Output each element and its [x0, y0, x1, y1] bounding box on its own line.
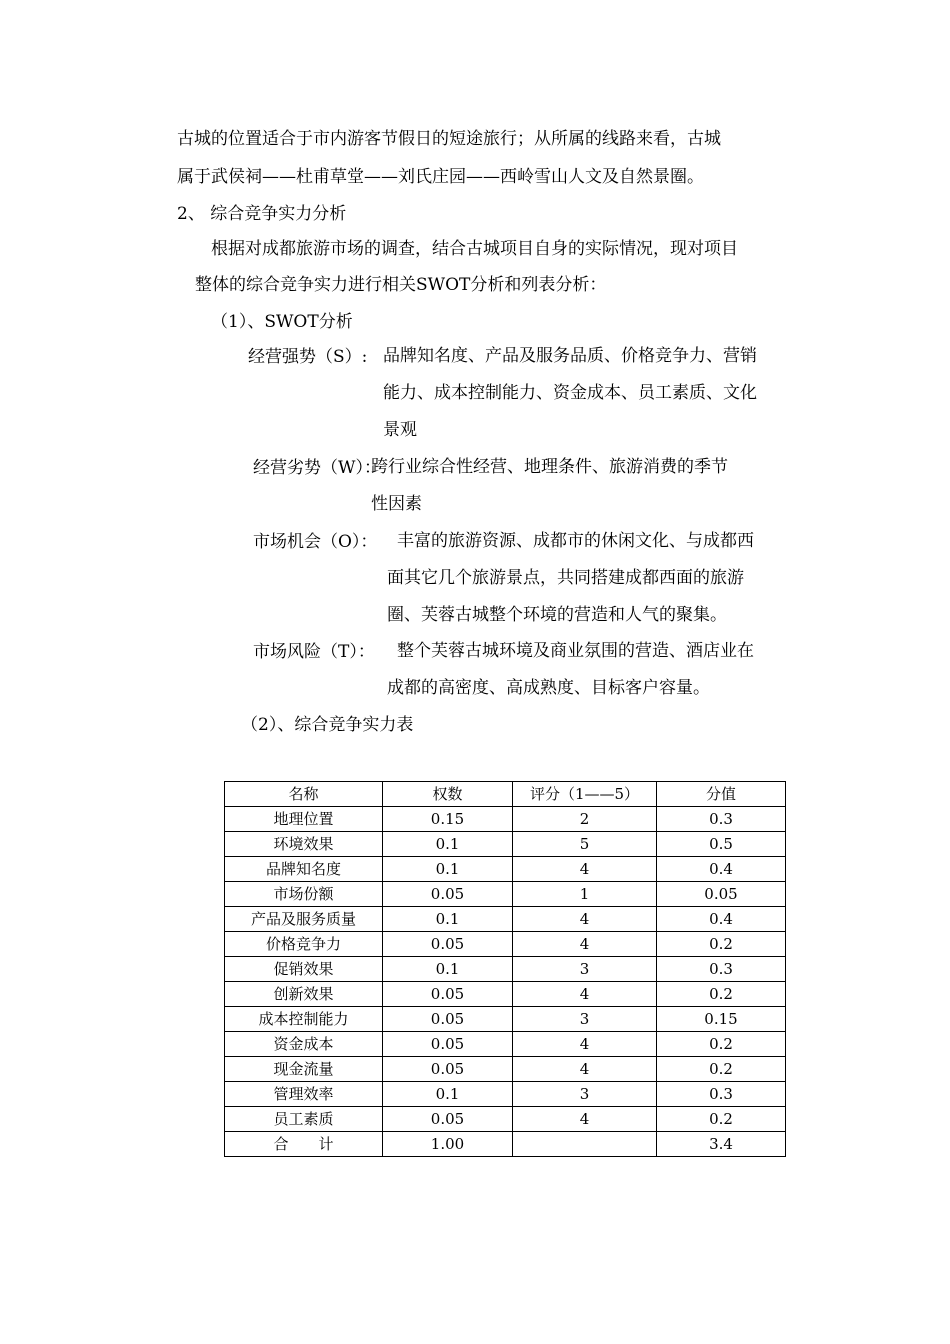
table-cell: 5 — [513, 832, 657, 857]
swot-label-weakness: 经营劣势（W）： — [253, 458, 381, 478]
table-header-cell: 分值 — [657, 782, 786, 807]
table-cell: 0.2 — [657, 1032, 786, 1057]
table-row — [225, 1007, 786, 1032]
paragraph-line: 属于武侯祠——杜甫草堂——刘氏庄园——西岭雪山人文及自然景圈。 — [177, 167, 704, 187]
table-cell: 0.05 — [383, 1057, 513, 1082]
table-cell: 0.05 — [383, 882, 513, 907]
table-cell: 创新效果 — [225, 982, 383, 1007]
table-row — [225, 1107, 786, 1132]
swot-line: 景观 — [383, 420, 417, 440]
table-cell: 0.05 — [383, 1032, 513, 1057]
table-cell: 成本控制能力 — [225, 1007, 383, 1032]
table-cell: 4 — [513, 1107, 657, 1132]
table-header-row — [225, 782, 786, 807]
swot-line: 整个芙蓉古城环境及商业氛围的营造、酒店业在 — [397, 641, 754, 661]
swot-body-weakness — [371, 449, 728, 523]
swot-label-threat: 市场风险（T）： — [253, 642, 375, 662]
table-cell: 0.5 — [657, 832, 786, 857]
table-row — [225, 832, 786, 857]
swot-body-threat — [387, 633, 754, 707]
table-cell: 1.00 — [383, 1132, 513, 1157]
table-cell — [513, 1132, 657, 1157]
table-cell: 3 — [513, 1007, 657, 1032]
table-cell: 0.1 — [383, 957, 513, 982]
table-cell: 3 — [513, 957, 657, 982]
table-row — [225, 807, 786, 832]
table-row — [225, 882, 786, 907]
swot-line: 圈、芙蓉古城整个环境的营造和人气的聚集。 — [387, 605, 727, 625]
swot-line: 成都的高密度、高成熟度、目标客户容量。 — [387, 678, 710, 698]
table-cell: 0.05 — [383, 982, 513, 1007]
table-cell: 0.2 — [657, 1107, 786, 1132]
table-cell: 0.05 — [657, 882, 786, 907]
table-cell: 品牌知名度 — [225, 857, 383, 882]
table-cell: 4 — [513, 907, 657, 932]
table-cell: 0.4 — [657, 857, 786, 882]
table-header-cell: 名称 — [225, 782, 383, 807]
table-cell: 0.3 — [657, 1082, 786, 1107]
swot-line: 品牌知名度、产品及服务品质、价格竞争力、营销 — [383, 346, 757, 366]
table-cell: 地理位置 — [225, 807, 383, 832]
table-cell: 0.05 — [383, 1107, 513, 1132]
subsection-heading: （2）、综合竞争实力表 — [241, 715, 414, 735]
table-cell: 0.05 — [383, 1007, 513, 1032]
table-cell: 环境效果 — [225, 832, 383, 857]
table-cell: 4 — [513, 932, 657, 957]
competitiveness-table — [224, 781, 786, 1157]
table-cell: 4 — [513, 857, 657, 882]
swot-line: 性因素 — [371, 494, 422, 514]
table-cell: 市场份额 — [225, 882, 383, 907]
table-cell: 3.4 — [657, 1132, 786, 1157]
table-cell: 现金流量 — [225, 1057, 383, 1082]
table-cell: 3 — [513, 1082, 657, 1107]
table-cell: 4 — [513, 982, 657, 1007]
section-heading: 2、 综合竞争实力分析 — [177, 204, 347, 224]
table-cell: 1 — [513, 882, 657, 907]
table-cell: 资金成本 — [225, 1032, 383, 1057]
swot-body-strength — [383, 338, 757, 449]
paragraph-line: 根据对成都旅游市场的调查，结合古城项目自身的实际情况，现对项目 — [211, 239, 738, 259]
swot-line: 面其它几个旅游景点，共同搭建成都西面的旅游 — [387, 568, 744, 588]
table-cell: 产品及服务质量 — [225, 907, 383, 932]
table-header-cell: 权数 — [383, 782, 513, 807]
table-cell: 4 — [513, 1032, 657, 1057]
table-cell: 4 — [513, 1057, 657, 1082]
table-cell: 0.1 — [383, 857, 513, 882]
table-cell: 合 计 — [225, 1132, 383, 1157]
table-row — [225, 1132, 786, 1157]
table-row — [225, 857, 786, 882]
table-row — [225, 1032, 786, 1057]
table-cell: 0.2 — [657, 932, 786, 957]
table-cell: 0.2 — [657, 1057, 786, 1082]
table-cell: 价格竞争力 — [225, 932, 383, 957]
table-row — [225, 957, 786, 982]
table-cell: 0.4 — [657, 907, 786, 932]
swot-label-strength: 经营强势（S）: — [248, 347, 368, 367]
paragraph-line: 古城的位置适合于市内游客节假日的短途旅行；从所属的线路来看，古城 — [177, 129, 721, 149]
table-row — [225, 932, 786, 957]
table-header-cell: 评分（1——5） — [513, 782, 657, 807]
table-cell: 0.1 — [383, 907, 513, 932]
table-row — [225, 1082, 786, 1107]
subsection-heading: （1）、SWOT分析 — [211, 312, 353, 332]
table-cell: 0.1 — [383, 832, 513, 857]
swot-body-opportunity — [387, 523, 754, 634]
table-row — [225, 907, 786, 932]
table-row — [225, 1057, 786, 1082]
paragraph-line: 整体的综合竞争实力进行相关SWOT分析和列表分析： — [195, 275, 607, 295]
swot-line: 能力、成本控制能力、资金成本、员工素质、文化 — [383, 383, 757, 403]
table-cell: 0.05 — [383, 932, 513, 957]
table-row — [225, 982, 786, 1007]
swot-label-opportunity: 市场机会（O）： — [253, 532, 378, 552]
table-cell: 员工素质 — [225, 1107, 383, 1132]
table-cell: 0.2 — [657, 982, 786, 1007]
table-cell: 0.1 — [383, 1082, 513, 1107]
swot-line: 丰富的旅游资源、成都市的休闲文化、与成都西 — [397, 531, 754, 551]
table-cell: 管理效率 — [225, 1082, 383, 1107]
table-cell: 0.3 — [657, 807, 786, 832]
table-cell: 0.15 — [383, 807, 513, 832]
swot-line: 跨行业综合性经营、地理条件、旅游消费的季节 — [371, 457, 728, 477]
table-cell: 0.3 — [657, 957, 786, 982]
table-cell: 0.15 — [657, 1007, 786, 1032]
table-cell: 促销效果 — [225, 957, 383, 982]
table-cell: 2 — [513, 807, 657, 832]
